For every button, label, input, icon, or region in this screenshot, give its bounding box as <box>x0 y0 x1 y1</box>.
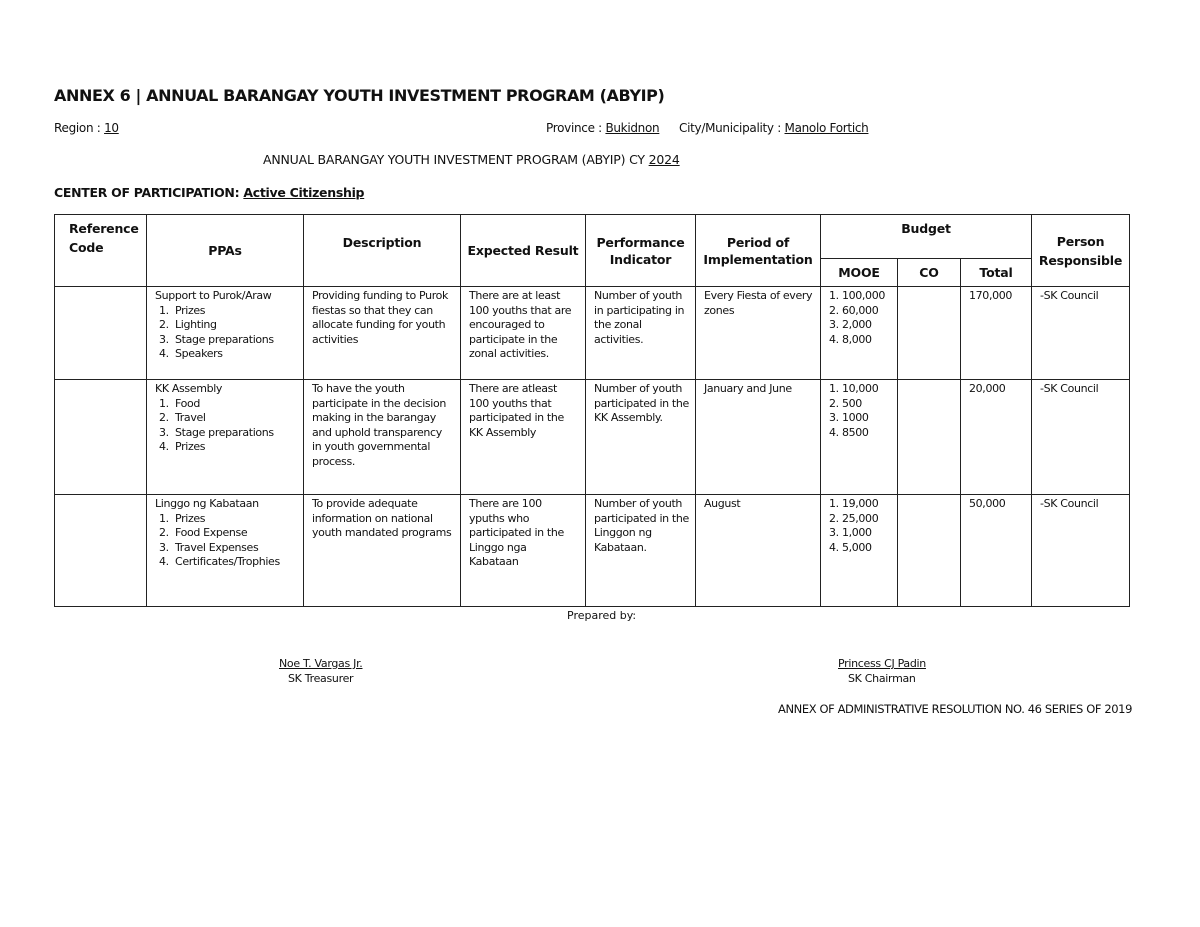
cell-ppas <box>147 287 304 380</box>
mooe-item: 1. 100,000 <box>829 289 885 302</box>
cell-performance-indicator: Number of youth participated in the Linggon ng Kabataan. <box>586 495 696 607</box>
region-field <box>54 121 119 135</box>
cell-co <box>898 287 961 380</box>
list-item: 3. Travel Expenses <box>159 540 259 554</box>
cell-expected-result: There are at least 100 youths that are encouraged to participate in the zonal activities. <box>461 287 586 380</box>
cell-reference-code <box>55 495 147 607</box>
ppa-items <box>155 512 297 570</box>
cell-performance-indicator: Number of youth in participating in the zonal activities. <box>586 287 696 380</box>
abyip-table <box>54 214 1130 607</box>
header-ppas: PPAs <box>147 215 304 287</box>
header-person-responsible: Person Responsible <box>1032 215 1130 287</box>
mooe-item: 1. 10,000 <box>829 382 879 395</box>
treasurer-position: SK Treasurer <box>288 672 354 685</box>
list-item: 1. Prizes <box>159 303 206 317</box>
cell-co <box>898 495 961 607</box>
list-item: 3. Stage preparations <box>159 332 274 346</box>
list-item: 2. Food Expense <box>159 526 248 540</box>
table-row <box>55 287 1130 380</box>
mooe-item: 3. 2,000 <box>829 318 872 332</box>
cell-total: 170,000 <box>961 287 1032 380</box>
header-expected-result: Expected Result <box>461 215 586 287</box>
cell-person-responsible: -SK Council <box>1032 495 1130 607</box>
list-item: 3. Stage preparations <box>159 425 274 439</box>
header-reference-code: Reference Code <box>55 215 147 287</box>
mooe-item: 4. 8500 <box>829 425 869 439</box>
list-item: 4. Certificates/Trophies <box>159 555 280 569</box>
mooe-item: 2. 60,000 <box>829 303 879 317</box>
header-co: CO <box>898 259 961 287</box>
mooe-item: 4. 8,000 <box>829 332 872 346</box>
ppa-title: Support to Purok/Araw <box>155 289 272 302</box>
program-subtitle <box>263 152 680 167</box>
cell-ppas <box>147 495 304 607</box>
header-description: Description <box>304 215 461 287</box>
mooe-item: 3. 1000 <box>829 411 869 425</box>
ppa-items <box>155 397 297 455</box>
cell-mooe <box>821 495 898 607</box>
cell-co <box>898 380 961 495</box>
cell-total: 20,000 <box>961 380 1032 495</box>
list-item: 1. Prizes <box>159 511 206 525</box>
cell-mooe <box>821 380 898 495</box>
document-title: ANNEX 6 | ANNUAL BARANGAY YOUTH INVESTMENT PROGRAM (ABYIP) <box>54 86 665 105</box>
cell-person-responsible: -SK Council <box>1032 380 1130 495</box>
city-value: Manolo Fortich <box>784 121 869 135</box>
province-label: Province : <box>546 121 602 135</box>
cell-description: To have the youth participate in the decision making in the barangay and uphold transparency in youth governmental process. <box>304 380 461 495</box>
table-row <box>55 380 1130 495</box>
cell-expected-result: There are atleast 100 youths that participated in the KK Assembly <box>461 380 586 495</box>
cell-total: 50,000 <box>961 495 1032 607</box>
chairman-position: SK Chairman <box>848 672 916 685</box>
subtitle-text: ANNUAL BARANGAY YOUTH INVESTMENT PROGRAM (ABYIP) CY <box>263 152 645 167</box>
table-header <box>55 215 1130 287</box>
region-label: Region : <box>54 121 101 135</box>
header-total: Total <box>961 259 1032 287</box>
cell-expected-result: There are 100 ypuths who participated in the Linggo nga Kabataan <box>461 495 586 607</box>
list-item: 2. Travel <box>159 411 206 425</box>
list-item: 4. Prizes <box>159 440 206 454</box>
list-item: 4. Speakers <box>159 347 223 361</box>
header-performance-indicator: Performance Indicator <box>586 215 696 287</box>
mooe-item: 4. 5,000 <box>829 540 872 554</box>
mooe-item: 2. 25,000 <box>829 511 879 525</box>
ppa-title: KK Assembly <box>155 382 223 395</box>
cell-ppas <box>147 380 304 495</box>
cell-description: Providing funding to Purok fiestas so that they can allocate funding for youth activities <box>304 287 461 380</box>
list-item: 1. Food <box>159 396 200 410</box>
mooe-item: 3. 1,000 <box>829 526 872 540</box>
cell-mooe <box>821 287 898 380</box>
cell-period: August <box>696 495 821 607</box>
chairman-name: Princess CJ Padin <box>838 657 926 670</box>
subtitle-year: 2024 <box>648 152 680 167</box>
cell-reference-code <box>55 380 147 495</box>
header-budget: Budget <box>821 215 1032 259</box>
cell-period: January and June <box>696 380 821 495</box>
cell-person-responsible: -SK Council <box>1032 287 1130 380</box>
center-value: Active Citizenship <box>243 185 365 200</box>
mooe-item: 1. 19,000 <box>829 497 879 510</box>
region-value: 10 <box>104 121 119 135</box>
header-period: Period of Implementation <box>696 215 821 287</box>
center-of-participation <box>54 185 364 200</box>
cell-description: To provide adequate information on national youth mandated programs <box>304 495 461 607</box>
mooe-item: 2. 500 <box>829 396 862 410</box>
province-field <box>546 121 659 135</box>
footer-annex-note: ANNEX OF ADMINISTRATIVE RESOLUTION NO. 46 SERIES OF 2019 <box>778 702 1132 716</box>
header-mooe: MOOE <box>821 259 898 287</box>
cell-performance-indicator: Number of youth participated in the KK Assembly. <box>586 380 696 495</box>
center-label: CENTER OF PARTICIPATION: <box>54 185 240 200</box>
prepared-by-label: Prepared by: <box>567 609 637 622</box>
city-field <box>679 121 868 135</box>
ppa-title: Linggo ng Kabataan <box>155 497 259 510</box>
city-label: City/Municipality : <box>679 121 781 135</box>
list-item: 2. Lighting <box>159 318 217 332</box>
treasurer-name: Noe T. Vargas Jr. <box>279 657 363 670</box>
table-row <box>55 495 1130 607</box>
cell-period: Every Fiesta of every zones <box>696 287 821 380</box>
ppa-items <box>155 304 297 362</box>
cell-reference-code <box>55 287 147 380</box>
province-value: Bukidnon <box>605 121 660 135</box>
